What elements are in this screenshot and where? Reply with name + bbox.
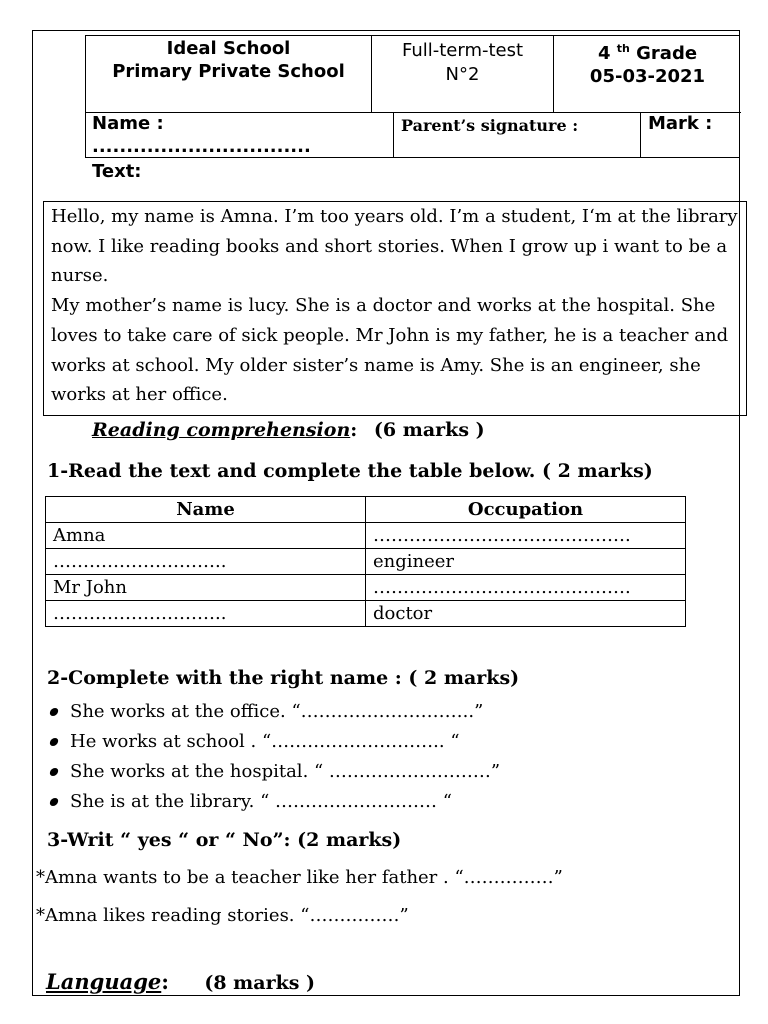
list-item[interactable] bbox=[50, 757, 500, 787]
grade-word: Grade bbox=[636, 43, 698, 64]
table-cell[interactable]: ……………………………………. bbox=[366, 523, 686, 549]
bullet-icon bbox=[49, 768, 59, 776]
question-1-title: 1-Read the text and complete the table below. ( 2 marks) bbox=[47, 460, 653, 482]
reading-colon: : bbox=[350, 419, 358, 441]
parent-signature-label: Parent’s signature : bbox=[401, 116, 579, 135]
reading-marks: (6 marks ) bbox=[373, 419, 485, 441]
name-cell bbox=[86, 112, 394, 158]
question-3-title: 3-Writ “ yes “ or “ No”: (2 marks) bbox=[47, 829, 402, 851]
table-cell[interactable]: ……………………………………. bbox=[366, 575, 686, 601]
grade-label bbox=[554, 37, 741, 65]
test-date: 05-03-2021 bbox=[589, 66, 706, 87]
table-header-row bbox=[46, 497, 686, 523]
mark-label: Mark : bbox=[648, 113, 713, 134]
list-item[interactable] bbox=[50, 697, 500, 727]
table-header-name: Name bbox=[46, 497, 366, 523]
table-cell[interactable]: ……………………….. bbox=[46, 601, 366, 627]
grade-suffix: th bbox=[616, 42, 630, 55]
bullet-icon bbox=[49, 738, 59, 746]
list-item[interactable] bbox=[50, 727, 500, 757]
grade-cell bbox=[554, 36, 741, 112]
language-marks: (8 marks ) bbox=[204, 972, 316, 994]
name-label: Name : bbox=[92, 113, 164, 134]
occupation-table bbox=[45, 496, 686, 627]
table-row bbox=[46, 601, 686, 627]
test-title: Full-term-test bbox=[401, 40, 524, 61]
language-colon: : bbox=[161, 969, 170, 994]
text-label: Text: bbox=[92, 161, 142, 182]
school-cell bbox=[86, 36, 372, 112]
list-item-text: She is at the library. “ ……………………… “ bbox=[70, 791, 452, 812]
table-row bbox=[46, 549, 686, 575]
question-3-item[interactable]: *Amna wants to be a teacher like her father . “……………” bbox=[36, 867, 563, 888]
test-number: N°2 bbox=[445, 64, 480, 85]
question-3-item[interactable]: *Amna likes reading stories. “……………” bbox=[36, 905, 409, 926]
question-2-title: 2-Complete with the right name : ( 2 marks) bbox=[47, 667, 520, 689]
reading-passage-box bbox=[43, 201, 747, 416]
list-item-text: She works at the office. “………………………..” bbox=[70, 701, 484, 722]
mark-cell[interactable] bbox=[641, 112, 741, 158]
question-2-list bbox=[50, 697, 500, 817]
reading-comprehension-heading bbox=[92, 419, 485, 441]
bullet-icon bbox=[49, 798, 59, 806]
table-header-occupation: Occupation bbox=[366, 497, 686, 523]
grade-number: 4 bbox=[597, 43, 611, 64]
list-item-text: She works at the hospital. “ ………………………” bbox=[70, 761, 501, 782]
name-field[interactable]: ................................ bbox=[92, 136, 311, 157]
test-cell bbox=[372, 36, 554, 112]
table-row bbox=[46, 575, 686, 601]
header-box bbox=[85, 35, 740, 158]
table-cell: doctor bbox=[366, 601, 686, 627]
table-cell: engineer bbox=[366, 549, 686, 575]
school-name: Ideal School bbox=[166, 38, 291, 59]
list-item-text: He works at school . “……………………….. “ bbox=[70, 731, 460, 752]
language-heading bbox=[46, 969, 315, 994]
table-cell: Amna bbox=[46, 523, 366, 549]
table-cell[interactable]: ……………………….. bbox=[46, 549, 366, 575]
passage-paragraph-2: My mother’s name is lucy. She is a doctor and works at the hospital. She loves to take care of sick people. Mr John is my father, he is a teacher and works at school. My older sister’s name is Amy. She is an engineer, she works at her office. bbox=[51, 295, 729, 406]
table-cell: Mr John bbox=[46, 575, 366, 601]
list-item[interactable] bbox=[50, 787, 500, 817]
bullet-icon bbox=[49, 708, 59, 716]
school-type: Primary Private School bbox=[112, 61, 345, 82]
passage-paragraph-1: Hello, my name is Amna. I’m too years old. I’m a student, I‘m at the library now. I like reading books and short stories. When I grow up i want to be a nurse. bbox=[51, 206, 738, 287]
language-title: Language bbox=[46, 969, 162, 994]
reading-title: Reading comprehension bbox=[92, 419, 351, 441]
parent-signature-cell[interactable] bbox=[394, 112, 641, 158]
table-row bbox=[46, 523, 686, 549]
